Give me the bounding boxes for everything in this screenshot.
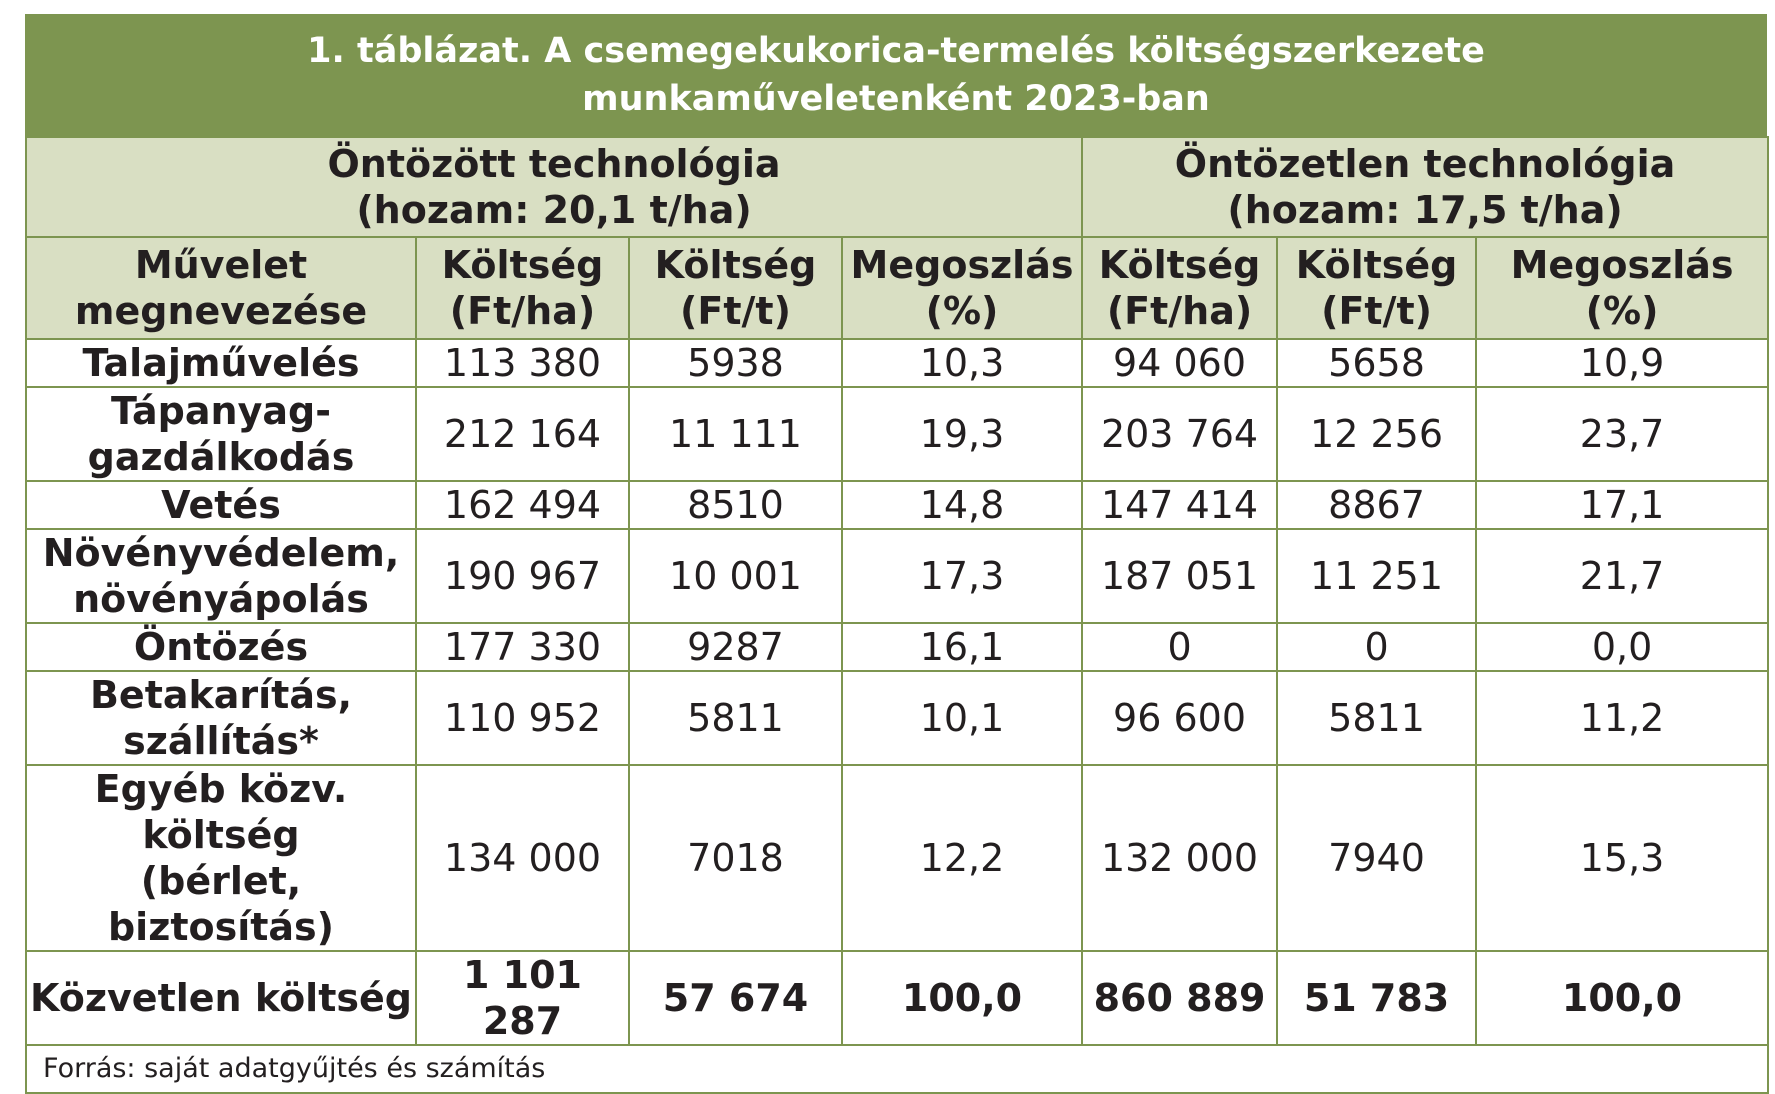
column-header-line2: megnevezése — [74, 289, 368, 333]
table-row — [26, 387, 1768, 481]
operation-name-line: Öntözés — [133, 625, 309, 669]
total-row — [26, 951, 1768, 1045]
operation-name-line: Növényvédelem, — [42, 531, 400, 575]
table-cell: 203 764 — [1082, 387, 1277, 481]
table-cell: 134 000 — [416, 765, 629, 951]
table-row — [26, 481, 1768, 529]
table-cell: 11 251 — [1277, 529, 1476, 623]
table-cell: 5938 — [629, 339, 842, 387]
table-cell: 5811 — [629, 671, 842, 765]
operation-name — [26, 671, 416, 765]
column-header — [416, 237, 629, 339]
operation-name-line: növényápolás — [73, 577, 369, 621]
column-header-line2: (Ft/ha) — [449, 289, 596, 333]
column-header — [842, 237, 1082, 339]
table-cell: 10,3 — [842, 339, 1082, 387]
column-header-line1: Megoszlás — [1510, 243, 1734, 287]
column-header-row — [26, 237, 1768, 339]
group-irrigated-line-1: Öntözött technológia — [327, 142, 781, 186]
operation-name — [26, 387, 416, 481]
operation-name — [26, 529, 416, 623]
table-row — [26, 765, 1768, 951]
operation-name-line: Vetés — [161, 483, 281, 527]
table-row — [26, 529, 1768, 623]
column-header-line1: Költség — [441, 243, 604, 287]
column-header-line1: Művelet — [134, 243, 308, 287]
operation-name — [26, 339, 416, 387]
table-cell: 12 256 — [1277, 387, 1476, 481]
table-cell: 147 414 — [1082, 481, 1277, 529]
operation-name-line: gazdálkodás — [87, 435, 355, 479]
total-cell: 51 783 — [1277, 951, 1476, 1045]
table-cell: 8867 — [1277, 481, 1476, 529]
table-cell: 12,2 — [842, 765, 1082, 951]
table-cell: 10 001 — [629, 529, 842, 623]
operation-name — [26, 765, 416, 951]
total-cell: 1 101 287 — [416, 951, 629, 1045]
operation-name-line: (bérlet, biztosítás) — [107, 859, 335, 949]
source-note: Forrás: saját adatgyűjtés és számítás — [26, 1045, 1768, 1093]
table-cell: 7940 — [1277, 765, 1476, 951]
total-cell: 100,0 — [842, 951, 1082, 1045]
group-irrigated-line-2: (hozam: 20,1 t/ha) — [356, 188, 752, 232]
table-cell: 187 051 — [1082, 529, 1277, 623]
column-header-line1: Megoszlás — [850, 243, 1074, 287]
total-label: Közvetlen költség — [26, 951, 416, 1045]
table-cell: 23,7 — [1476, 387, 1768, 481]
group-nonirrigated-line-1: Öntözetlen technológia — [1174, 142, 1676, 186]
table-cell: 94 060 — [1082, 339, 1277, 387]
total-cell: 860 889 — [1082, 951, 1277, 1045]
table-cell: 96 600 — [1082, 671, 1277, 765]
operation-name-line: szállítás* — [123, 719, 319, 763]
group-header-irrigated — [26, 137, 1082, 237]
table-cell: 17,3 — [842, 529, 1082, 623]
column-header — [26, 237, 416, 339]
table-row — [26, 339, 1768, 387]
table-cell: 0,0 — [1476, 623, 1768, 671]
column-header — [1082, 237, 1277, 339]
table-container — [25, 14, 1767, 1094]
table-cell: 162 494 — [416, 481, 629, 529]
table-cell: 190 967 — [416, 529, 629, 623]
operation-name-line: költség — [142, 813, 300, 857]
operation-name-line: Betakarítás, — [89, 673, 353, 717]
table-cell: 21,7 — [1476, 529, 1768, 623]
table-cell: 113 380 — [416, 339, 629, 387]
title-line-2: munkaműveletenként 2023-ban — [582, 79, 1210, 119]
table-cell: 15,3 — [1476, 765, 1768, 951]
total-cell: 100,0 — [1476, 951, 1768, 1045]
table-cell: 177 330 — [416, 623, 629, 671]
group-header-nonirrigated — [1082, 137, 1768, 237]
table-cell: 10,9 — [1476, 339, 1768, 387]
table-cell: 10,1 — [842, 671, 1082, 765]
column-header-line1: Költség — [654, 243, 817, 287]
column-header — [629, 237, 842, 339]
table-cell: 14,8 — [842, 481, 1082, 529]
table-cell: 8510 — [629, 481, 842, 529]
column-header — [1476, 237, 1768, 339]
table-cell: 0 — [1082, 623, 1277, 671]
operation-name — [26, 481, 416, 529]
table-cell: 16,1 — [842, 623, 1082, 671]
table-cell: 0 — [1277, 623, 1476, 671]
table-cell: 212 164 — [416, 387, 629, 481]
operation-name-line: Egyéb közv. — [94, 767, 348, 811]
title-line-1: 1. táblázat. A csemegekukorica-termelés költségszerkezete — [307, 31, 1485, 71]
operation-name-line: Tápanyag- — [111, 389, 331, 433]
table-cell: 11,2 — [1476, 671, 1768, 765]
operation-name — [26, 623, 416, 671]
column-header-line2: (%) — [925, 289, 999, 333]
total-cell: 57 674 — [629, 951, 842, 1045]
table-cell: 132 000 — [1082, 765, 1277, 951]
column-header-line1: Költség — [1295, 243, 1458, 287]
column-header-line1: Költség — [1098, 243, 1261, 287]
table-cell: 5658 — [1277, 339, 1476, 387]
operation-name-line: Talajművelés — [82, 341, 360, 385]
table-cell: 17,1 — [1476, 481, 1768, 529]
source-row — [26, 1045, 1768, 1093]
column-header-line2: (Ft/ha) — [1106, 289, 1253, 333]
column-header — [1277, 237, 1476, 339]
column-header-line2: (Ft/t) — [680, 289, 791, 333]
cost-table — [25, 136, 1769, 1094]
table-row — [26, 671, 1768, 765]
table-title — [25, 14, 1767, 136]
table-cell: 11 111 — [629, 387, 842, 481]
group-nonirrigated-line-2: (hozam: 17,5 t/ha) — [1227, 188, 1623, 232]
column-header-line2: (Ft/t) — [1321, 289, 1432, 333]
table-cell: 5811 — [1277, 671, 1476, 765]
table-body — [26, 339, 1768, 951]
table-cell: 7018 — [629, 765, 842, 951]
table-row — [26, 623, 1768, 671]
column-header-line2: (%) — [1585, 289, 1659, 333]
table-cell: 9287 — [629, 623, 842, 671]
table-cell: 110 952 — [416, 671, 629, 765]
table-cell: 19,3 — [842, 387, 1082, 481]
